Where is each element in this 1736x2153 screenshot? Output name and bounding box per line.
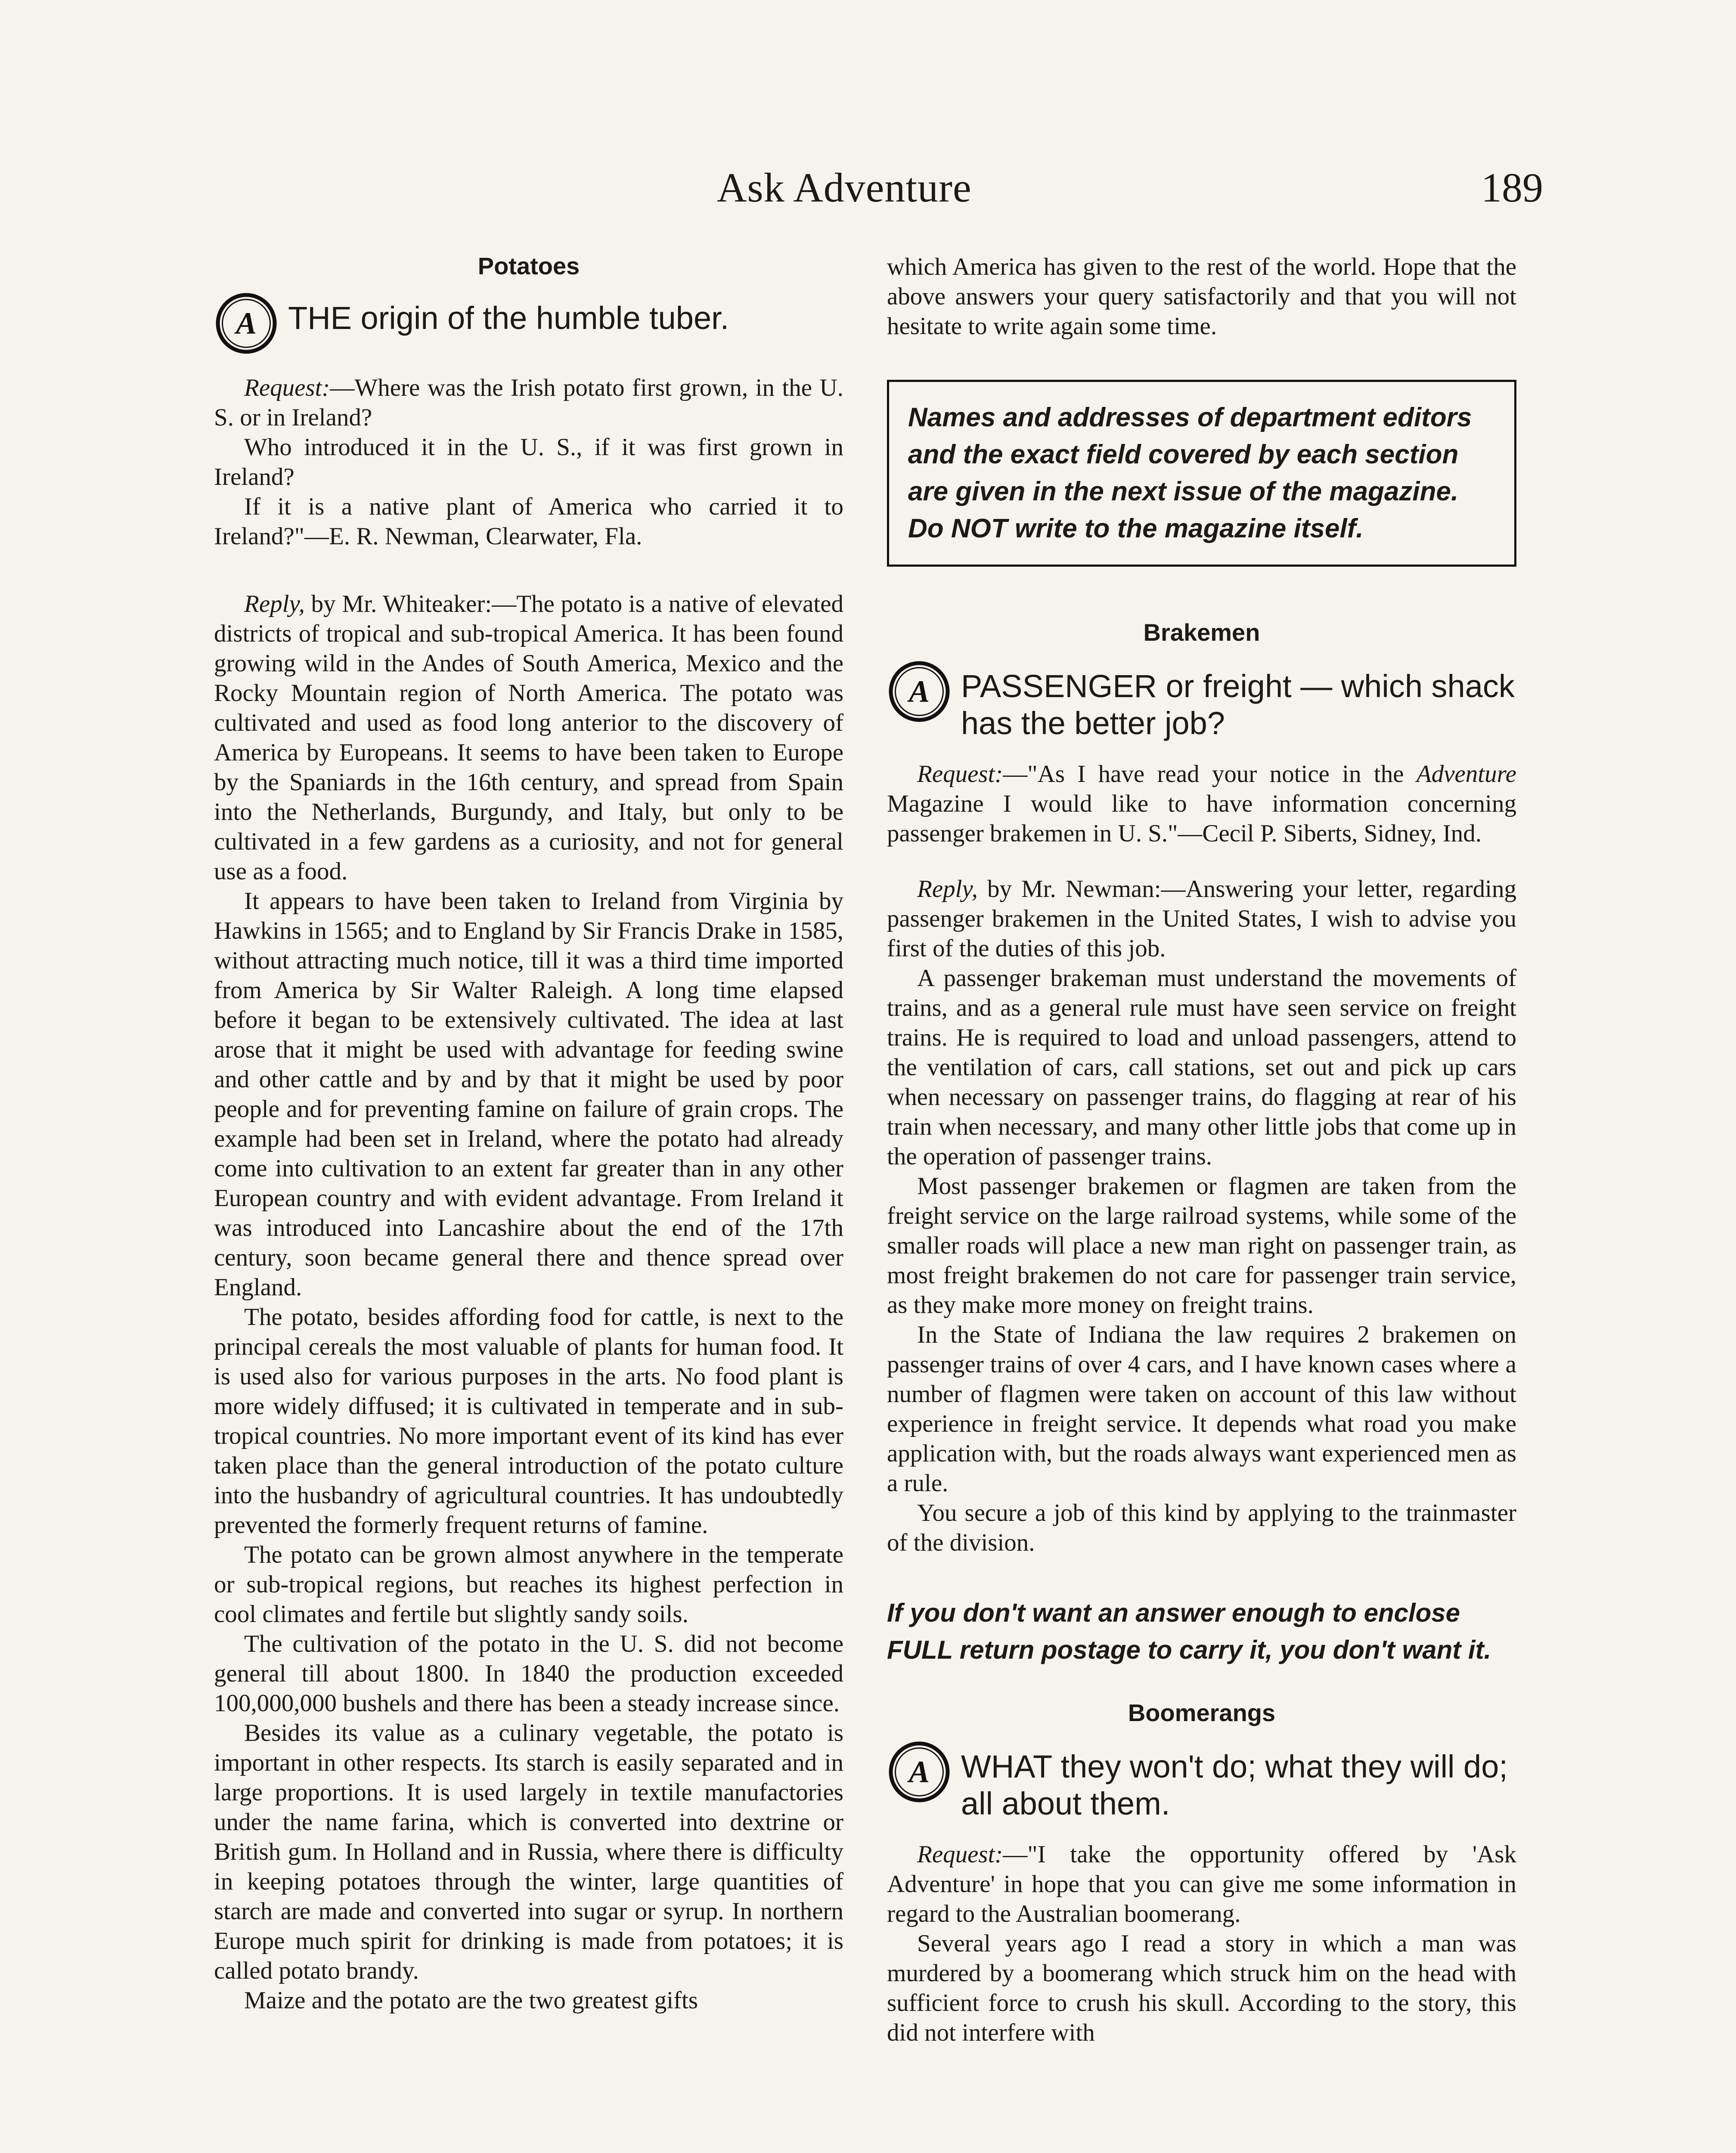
svg-text:A: A (908, 1755, 930, 1789)
reply-label: Reply, (917, 875, 978, 903)
request-text-2: Several years ago I read a story in which a man was murdered by a boomerang which struck him on the head with sufficient force to crush his skull. According to the story, this did not interfere with (887, 1930, 1516, 2046)
postage-notice: If you don't want an answer enough to enclose FULL return postage to carry it, you don't want it. (887, 1598, 1491, 1664)
lead-boomerangs (887, 1740, 1516, 1822)
section-heading-boomerangs: Boomerangs (1128, 1699, 1276, 1726)
reply-paragraph-4: The potato can be grown almost anywhere in the temperate or sub-tropical regions, but reaches its highest perfection in cool climates and fertile but slightly sandy soils. (214, 1541, 843, 1628)
request-text-1: —Where was the Irish potato first grown, in the U. S. or in Ireland? (214, 374, 843, 431)
request-text-a: —"As I have read your notice in the (1003, 760, 1417, 788)
svg-text:A: A (236, 306, 257, 341)
aa-monogram-icon (214, 291, 279, 356)
request-label: Request: (244, 374, 330, 401)
lead-brakemen (887, 659, 1516, 742)
request-potatoes (214, 373, 843, 551)
reply-potatoes (214, 589, 843, 2015)
request-text-b: Magazine I would like to have information concerning passenger brakemen in U. S."—Cecil P. Siberts, Sidney, Ind. (887, 790, 1516, 847)
svg-text:A: A (908, 674, 930, 709)
continuation-paragraph: which America has given to the rest of the world. Hope that the above answers your query satisfactorily and that you will not hesitate to write again some time. (887, 253, 1516, 340)
request-brakemen (887, 759, 1516, 848)
reply-paragraph-6: Besides its value as a culinary vegetable, the potato is important in other respects. Its starch is easily separated and in large proportions. It is used largely in textile manufactories under the name farina, which is converted into dextrine or British gum. In Holland and in Russia, where there is difficulty in keeping potatoes through the winter, large quantities of starch are made and converted into sugar or syrup. In northern Europe much spirit for drinking is made from potatoes; it is called potato brandy. (214, 1719, 843, 1984)
reply-paragraph-5: The cultivation of the potato in the U. S. did not become general till about 1800. In 1840 the production exceeded 100,000,000 bushels and there has been a steady increase since. (214, 1630, 843, 1717)
request-text-3: If it is a native plant of America who carried it to Ireland?"—E. R. Newman, Clearwater, Fla. (214, 493, 843, 550)
reply-brakemen (887, 874, 1516, 1557)
reply-by: by Mr. Whiteaker: (304, 590, 492, 617)
request-label: Request: (917, 760, 1003, 788)
reply-paragraph-1: —The potato is a native of elevated districts of tropical and sub-tropical America. It has been found growing wild in the Andes of South America, Mexico and the Rocky Mountain region of North America. The potato was cultivated and used as food long anterior to the discovery of America by Europeans. It seems to have been taken to Europe by the Spaniards in the 16th century, and spread from Spain into the Netherlands, Burgundy, and Italy, but only to be cultivated in a few gardens as a curiosity, and not for general use as a food. (214, 590, 843, 885)
aa-monogram-icon (887, 1740, 952, 1804)
request-text-2: Who introduced it in the U. S., if it was first grown in Ireland? (214, 434, 843, 490)
lead-text-brakemen: PASSENGER or freight — which shack has the better job? (961, 668, 1515, 741)
reply-label: Reply, (244, 590, 305, 617)
request-label: Request: (917, 1841, 1003, 1868)
magazine-name: Adventure (1416, 760, 1516, 788)
lead-text-boomerangs: WHAT they won't do; what they will do; all about them. (961, 1749, 1508, 1821)
lead-potatoes (214, 291, 843, 356)
reply-paragraph-7: Maize and the potato are the two greatest gifts (244, 1987, 698, 2014)
reply-paragraph-2: A passenger brakeman must understand the movements of trains, and as a general rule must have seen service on freight trains. He is required to load and unload passengers, attend to the ventilation of cars, call stations, set out and pick up cars when necessary on passenger trains, do flagging at rear of his train when necessary, and many other little jobs that come up in the operation of passenger trains. (887, 965, 1516, 1170)
left-column (214, 252, 843, 2015)
lead-text-potatoes: THE origin of the humble tuber. (288, 300, 729, 336)
aa-monogram-icon (887, 659, 952, 724)
section-heading-potatoes: Potatoes (477, 252, 580, 279)
reply-paragraph-5: You secure a job of this kind by applying to the trainmaster of the division. (887, 1499, 1516, 1556)
editor-notice-box: Names and addresses of department editors and the exact field covered by each section are given in the next issue of the magazine. Do NOT write to the magazine itself. (887, 380, 1516, 567)
magazine-section-title: Ask Adventure (717, 164, 972, 211)
reply-paragraph-3: Most passenger brakemen or flagmen are taken from the freight service on the large railroad systems, while some of the smaller roads will place a new man right on passenger train, as most freight brakemen do not care for passenger train service, as they make more money on freight trains. (887, 1173, 1516, 1318)
page-number: 189 (1481, 164, 1543, 211)
continuation-text (887, 252, 1516, 341)
reply-paragraph-3: The potato, besides affording food for cattle, is next to the principal cereals the most valuable of plants for human food. It is used also for various purposes in the arts. No food plant is more widely diffused; it is cultivated in temperate and in sub-tropical countries. No more important event of its kind has ever taken place than the general introduction of the potato culture into the husbandry of agricultural countries. It has undoubtedly prevented the formerly frequent returns of famine. (214, 1303, 843, 1539)
running-head (0, 164, 1736, 224)
reply-by: by Mr. Newman: (977, 875, 1161, 903)
request-text-1: —"I take the opportunity offered by 'Ask Adventure' in hope that you can give me some information in regard to the Australian boomerang. (887, 1841, 1516, 1927)
reply-paragraph-1: —Answering your letter, regarding passenger brakemen in the United States, I wish to advise you first of the duties of this job. (887, 875, 1516, 962)
right-column (887, 252, 1516, 2048)
section-heading-brakemen: Brakemen (1143, 619, 1260, 646)
reply-paragraph-2: It appears to have been taken to Ireland from Virginia by Hawkins in 1565; and to England by Sir Francis Drake in 1585, without attracting much notice, till it was a third time imported from America by Sir Walter Raleigh. A long time elapsed before it began to be extensively cultivated. The idea at last arose that it might be used with advantage for feeding swine and other cattle and by and by that it might be used by poor people and for preventing famine on failure of grain crops. The example had been set in Ireland, where the potato had already come into cultivation to an extent far greater than in any other European country and with evident advantage. From Ireland it was introduced into Lancashire about the end of the 17th century, soon became general there and thence spread over England. (214, 887, 843, 1301)
reply-paragraph-4: In the State of Indiana the law requires 2 brakemen on passenger trains of over 4 cars, and I have known cases where a number of flagmen were taken on account of this law without experience in freight service. It depends what road you make application with, but the roads always want experienced men as a rule. (887, 1321, 1516, 1497)
request-boomerangs (887, 1840, 1516, 2048)
